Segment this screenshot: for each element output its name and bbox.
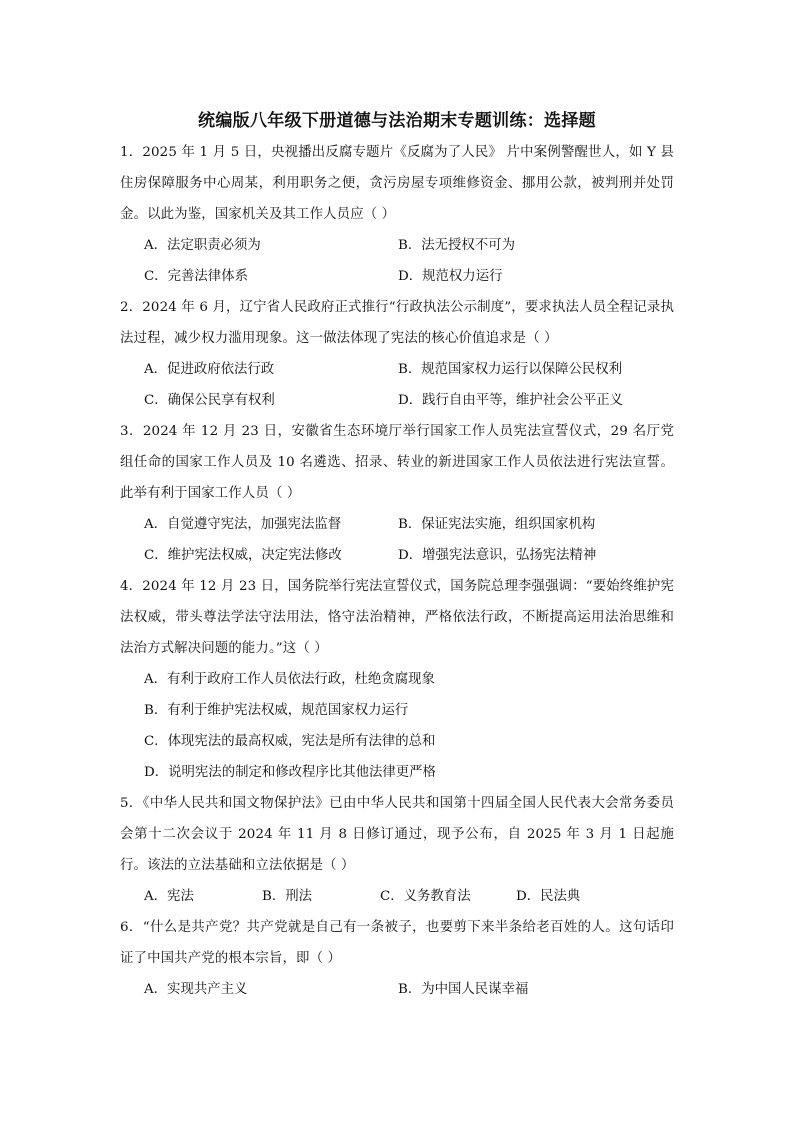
question-2-option-b: B．规范国家权力运行以保障公民权利 xyxy=(398,362,623,377)
question-1-option-a: A．法定职责必须为 xyxy=(144,238,261,253)
question-5-option-a: A．宪法 xyxy=(144,889,194,904)
question-1-options xyxy=(120,230,674,292)
question-2-option-c: C．确保公民享有权利 xyxy=(144,393,275,408)
question-5-stem: 5．《中华人民共和国文物保护法》已由中华人民共和国第十四届全国人民代表大会常务委员会第十二次会议于 2024 年 11 月 8 日修订通过，现予公布，自 2025 年 3 月 1 日起施行。该法的立法基础和立法依据是（ ） xyxy=(120,796,674,873)
question-6-options xyxy=(120,974,674,1005)
question-3-stem: 3．2024 年 12 月 23 日，安徽省生态环境厅举行国家工作人员宪法宣誓仪式，29 名厅党组任命的国家工作人员及 10 名遴选、招录、转业的新进国家工作人员依法进行宪法宣誓。此举有利于国家工作人员（ ） xyxy=(120,424,674,501)
question-3 xyxy=(120,416,674,571)
question-5 xyxy=(120,788,674,912)
question-4-option-a: A．有利于政府工作人员依法行政，杜绝贪腐现象 xyxy=(144,672,435,687)
page-title: 统编版八年级下册道德与法治期末专题训练：选择题 xyxy=(198,111,596,131)
question-3-option-b: B．保证宪法实施，组织国家机构 xyxy=(398,517,596,532)
question-6-option-b: B．为中国人民谋幸福 xyxy=(398,982,529,997)
question-2-option-d: D．践行自由平等，维护社会公平正义 xyxy=(398,393,623,408)
question-2-option-a: A．促进政府依法行政 xyxy=(144,362,275,377)
question-4 xyxy=(120,571,674,788)
question-5-option-b: B．刑法 xyxy=(262,889,313,904)
question-1-stem: 1．2025 年 1 月 5 日，央视播出反腐专题片《反腐为了人民》 片中案例警醒世人，如 Y 县住房保障服务中心周某，利用职务之便，贪污房屋专项维修资金、挪用公款，被判刑并处罚金。以此为鉴，国家机关及其工作人员应（ ） xyxy=(120,145,674,222)
question-5-options xyxy=(120,881,674,912)
question-4-option-b: B．有利于维护宪法权威，规范国家权力运行 xyxy=(144,703,409,718)
question-6-option-a: A．实现共产主义 xyxy=(144,982,248,997)
question-1-option-d: D．规范权力运行 xyxy=(398,269,503,284)
question-6-stem: 6．“什么是共产党？共产党就是自己有一条被子，也要剪下来半条给老百姓的人。这句话印证了中国共产党的根本宗旨，即（ ） xyxy=(120,920,674,966)
question-1 xyxy=(120,137,674,292)
question-5-option-c: C．义务教育法 xyxy=(380,889,471,904)
question-4-stem: 4．2024 年 12 月 23 日，国务院举行宪法宣誓仪式，国务院总理李强强调：“要始终维护宪法权威，带头尊法学法守法用法，恪守法治精神，严格依法行政，不断提高运用法治思维和法治方式解决问题的能力。”这（ ） xyxy=(120,579,674,656)
question-1-option-b: B．法无授权不可为 xyxy=(398,238,515,253)
question-3-option-c: C．维护宪法权威，决定宪法修改 xyxy=(144,548,342,563)
question-3-option-d: D．增强宪法意识，弘扬宪法精神 xyxy=(398,548,597,563)
question-4-option-c: C．体现宪法的最高权威，宪法是所有法律的总和 xyxy=(144,734,436,749)
question-3-option-a: A．自觉遵守宪法，加强宪法监督 xyxy=(144,517,342,532)
question-4-options xyxy=(120,664,674,788)
question-4-option-d: D．说明宪法的制定和修改程序比其他法律更严格 xyxy=(144,765,436,780)
question-3-options xyxy=(120,509,674,571)
question-6 xyxy=(120,912,674,1005)
question-2-stem: 2．2024 年 6 月，辽宁省人民政府正式推行“行政执法公示制度”，要求执法人员全程记录执法过程，减少权力滥用现象。这一做法体现了宪法的核心价值追求是（ ） xyxy=(120,300,674,346)
question-5-option-d: D．民法典 xyxy=(516,889,581,904)
question-1-option-c: C．完善法律体系 xyxy=(144,269,248,284)
question-2 xyxy=(120,292,674,416)
question-2-options xyxy=(120,354,674,416)
